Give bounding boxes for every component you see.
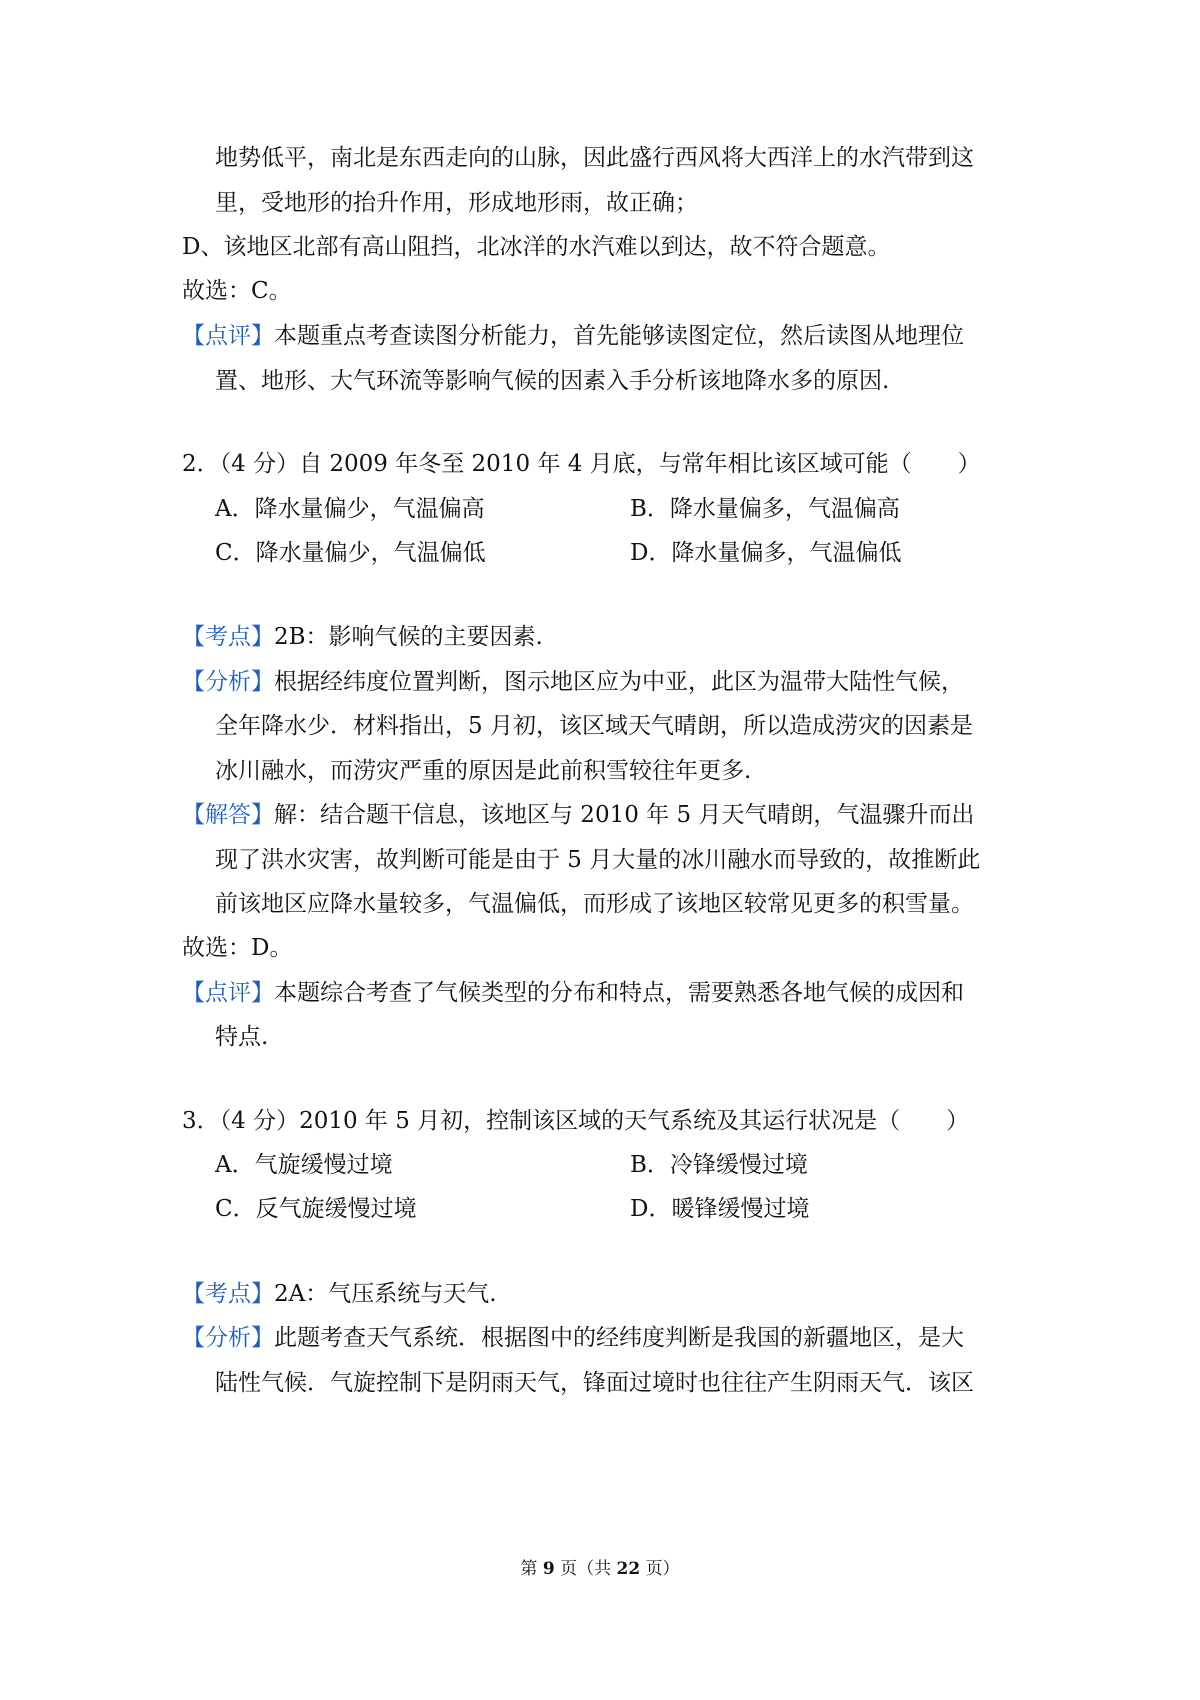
- fenxi-tag: 【分析】: [182, 669, 274, 695]
- q2-fenxi: [182, 667, 964, 697]
- fenxi-text: 此题考查天气系统．根据图中的经纬度判断是我国的新疆地区，是大: [274, 1325, 964, 1351]
- q2-option-d: D．降水量偏多，气温偏低: [630, 540, 902, 566]
- kaodian-text: 2A：气压系统与天气.: [274, 1281, 497, 1307]
- q2-option-a: A．降水量偏少，气温偏高: [215, 496, 485, 522]
- q2-answer: 故选：D。: [182, 935, 293, 961]
- footer-page-number: 9: [542, 1559, 555, 1579]
- footer-suffix: 页）: [645, 1559, 680, 1579]
- q2-option-c: C．降水量偏少，气温偏低: [215, 540, 486, 566]
- q3-kaodian: [182, 1279, 497, 1309]
- q2-jieda-line3: 前该地区应降水量较多，气温偏低，而形成了该地区较常见更多的积雪量。: [215, 891, 974, 917]
- q1-comment-line2: 置、地形、大气环流等影响气候的因素入手分析该地降水多的原因.: [215, 368, 890, 394]
- comment-tag: 【点评】: [182, 323, 274, 349]
- q3-fenxi: [182, 1323, 964, 1353]
- kaodian-text: 2B：影响气候的主要因素.: [274, 624, 543, 650]
- q1-option-c-line1: 地势低平，南北是东西走向的山脉，因此盛行西风将大西洋上的水汽带到这: [215, 145, 974, 171]
- q3-option-a: A．气旋缓慢过境: [215, 1152, 393, 1178]
- q3-option-d: D．暖锋缓慢过境: [630, 1196, 810, 1222]
- q1-answer: 故选：C。: [182, 278, 292, 304]
- jieda-text: 解：结合题干信息，该地区与 2010 年 5 月天气晴朗，气温骤升而出: [274, 802, 975, 828]
- q2-option-b: B．降水量偏多，气温偏高: [630, 496, 900, 522]
- q3-option-c: C．反气旋缓慢过境: [215, 1196, 417, 1222]
- q2-jieda: [182, 800, 974, 830]
- q2-stem: 2．（4 分）自 2009 年冬至 2010 年 4 月底，与常年相比该区域可能（ ）: [182, 451, 981, 477]
- kaodian-tag: 【考点】: [182, 1281, 274, 1307]
- q1-option-d-line: D、该地区北部有高山阻挡，北冰洋的水汽难以到达，故不符合题意。: [182, 234, 891, 260]
- comment-text: 本题重点考查读图分析能力，首先能够读图定位，然后读图从地理位: [274, 323, 964, 349]
- q2-comment-line2: 特点.: [215, 1024, 269, 1050]
- footer-prefix: 第: [520, 1559, 538, 1579]
- footer-total-pages: 22: [616, 1559, 641, 1579]
- fenxi-tag: 【分析】: [182, 1325, 274, 1351]
- kaodian-tag: 【考点】: [182, 624, 274, 650]
- q3-stem: 3．（4 分）2010 年 5 月初，控制该区域的天气系统及其运行状况是（ ）: [182, 1108, 970, 1134]
- jieda-tag: 【解答】: [182, 802, 274, 828]
- comment-text: 本题综合考查了气候类型的分布和特点，需要熟悉各地气候的成因和: [274, 980, 964, 1006]
- page-footer: [0, 1557, 1200, 1581]
- q2-fenxi-line3: 冰川融水，而涝灾严重的原因是此前积雪较往年更多.: [215, 758, 752, 784]
- q2-fenxi-line2: 全年降水少．材料指出，5 月初，该区域天气晴朗，所以造成涝灾的因素是: [215, 713, 973, 739]
- q1-comment: [182, 321, 964, 351]
- q1-option-c-line2: 里，受地形的抬升作用，形成地形雨，故正确；: [215, 190, 698, 216]
- comment-tag: 【点评】: [182, 980, 274, 1006]
- q3-option-b: B．冷锋缓慢过境: [630, 1152, 808, 1178]
- q2-kaodian: [182, 622, 543, 652]
- q2-jieda-line2: 现了洪水灾害，故判断可能是由于 5 月大量的冰川融水而导致的，故推断此: [215, 847, 981, 873]
- footer-middle: 页（共: [560, 1559, 612, 1579]
- fenxi-text: 根据经纬度位置判断，图示地区应为中亚，此区为温带大陆性气候，: [274, 669, 964, 695]
- q3-fenxi-line2: 陆性气候．气旋控制下是阴雨天气，锋面过境时也往往产生阴雨天气．该区: [215, 1370, 974, 1396]
- q2-comment: [182, 978, 964, 1008]
